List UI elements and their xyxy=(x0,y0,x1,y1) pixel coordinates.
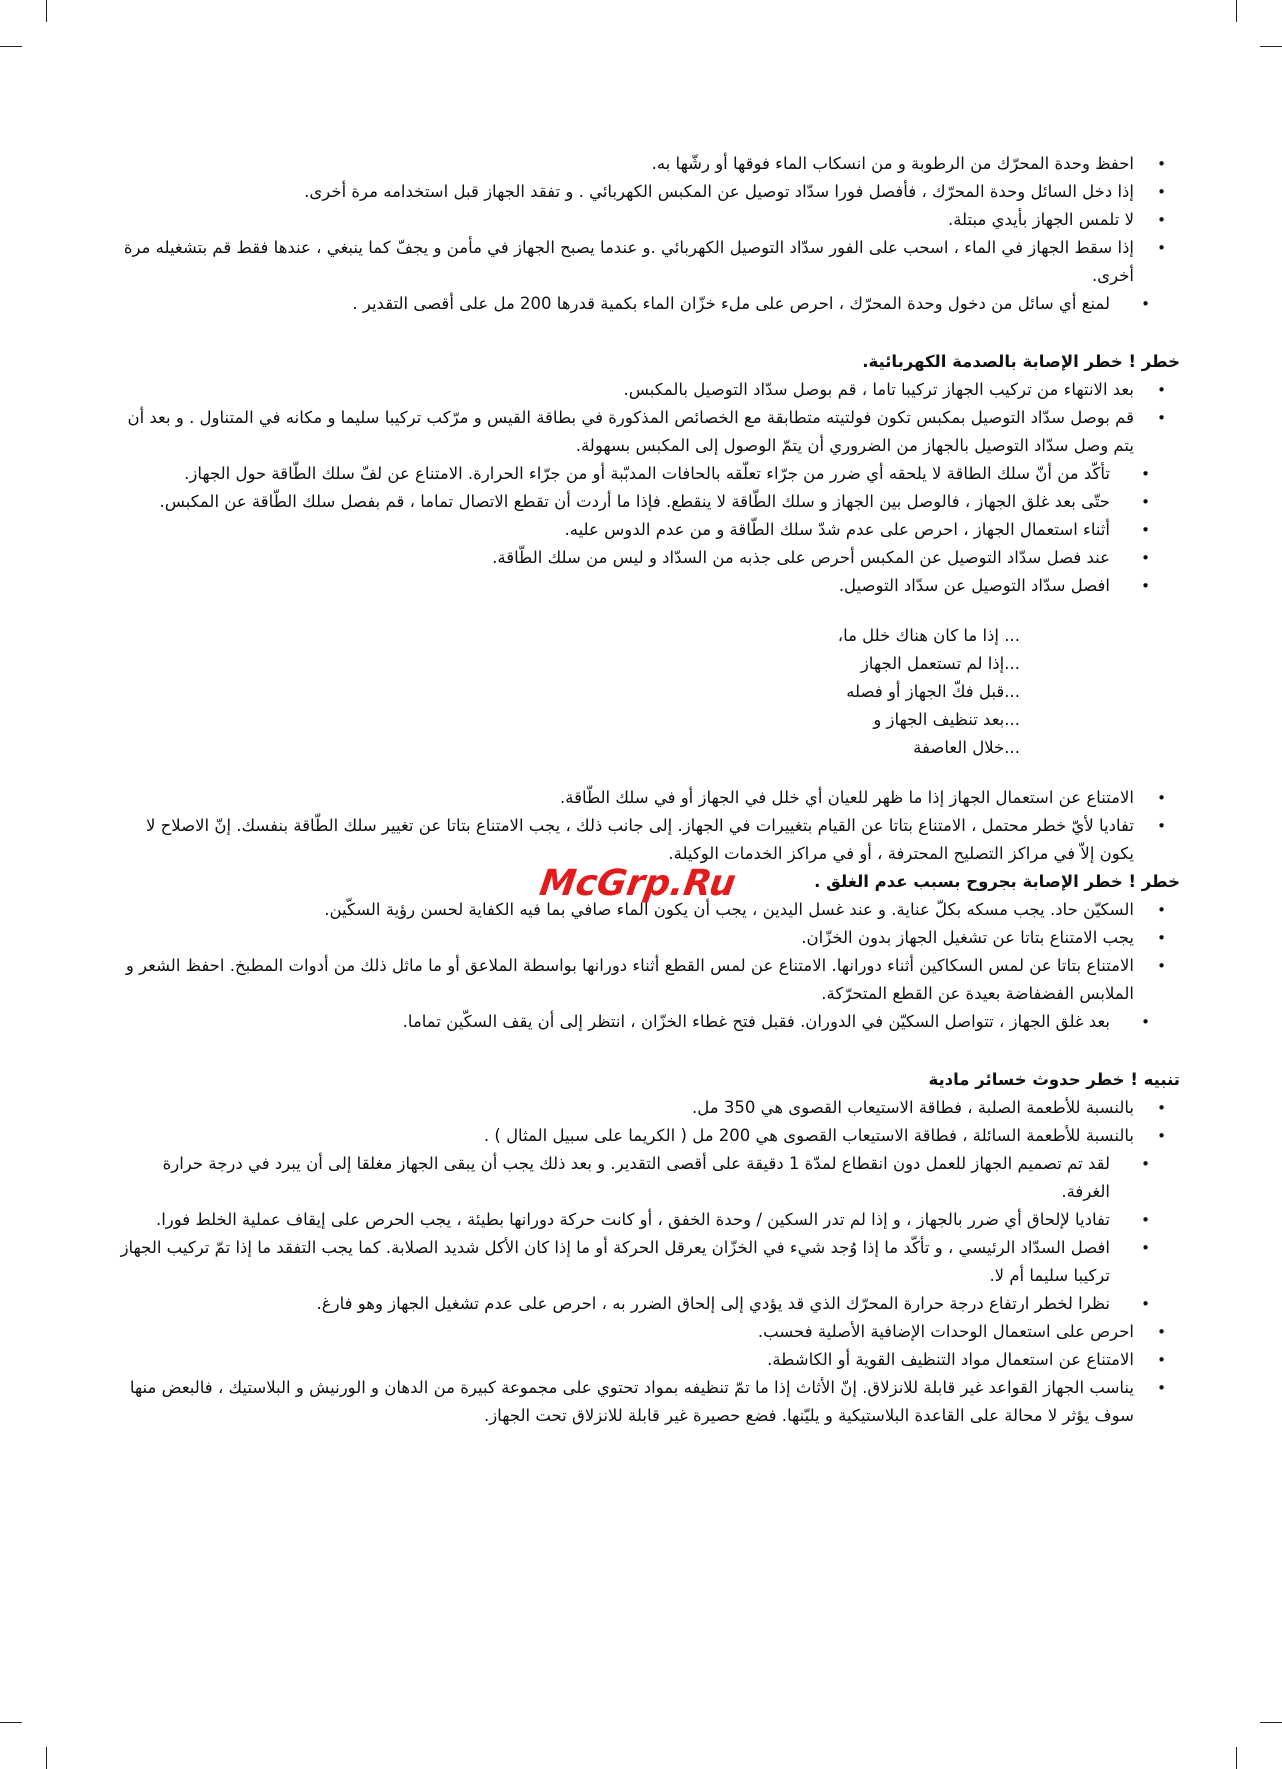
list-item: • بالنسبة للأطعمة الصلبة ، فطاقة الاستيعاب القصوى هي 350 مل. xyxy=(118,1094,1180,1122)
section-heading-material-damage: تنبيه ! خطر حدوث خسائر مادية xyxy=(928,1070,1180,1089)
list-item: • عند فصل سدّاد التوصيل عن المكبس أحرص على جذبه من السدّاد و ليس من سلك الطّاقة. xyxy=(118,544,1180,572)
list-item: • افصل السدّاد الرئيسي ، و تأكّد ما إذا وُجد شيء في الخزّان يعرقل الحركة أو ما إذا كان الأكل شديد الصلابة. كما يجب التفقد ما إذا تمّ تركيب الجهاز تركيبا سليما أم لا. xyxy=(118,1234,1180,1290)
list-item: • قم بوصل سدّاد التوصيل بمكبس تكون فولتيته متطابقة مع الخصائص المذكورة في بطاقة القيس و مرّكب تركيبا سليما و مكانه في المتناول . و بعد أن يتم وصل سدّاد التوصيل بالجهاز من الضروري أن يتمّ الوصول إلى المكبس بسهولة. xyxy=(118,404,1180,460)
list-item: • لا تلمس الجهاز بأيدي مبتلة. xyxy=(118,206,1180,234)
list-item: • تفاديا لإلحاق أي ضرر بالجهاز ، و إذا لم تدر السكين / وحدة الخفق ، أو كانت حركة دورانها بطيئة ، يجب الحرص على إيقاف عملية الخلط فورا. xyxy=(118,1206,1180,1234)
list-item: • الامتناع عن استعمال مواد التنظيف القوية أو الكاشطة. xyxy=(118,1346,1180,1374)
crop-mark-top-left-h xyxy=(0,46,22,47)
section3-list xyxy=(118,896,1180,1036)
list-item: • يجب الامتناع بتاتا عن تشغيل الجهاز بدون الخزّان. xyxy=(118,924,1180,952)
section2-list-2 xyxy=(118,784,1180,868)
list-item: • افصل سدّاد التوصيل عن سدّاد التوصيل. xyxy=(118,572,1180,600)
section2-list xyxy=(118,376,1180,600)
list-item: • بعد غلق الجهاز ، تتواصل السكيّن في الدوران. فقبل فتح غطاء الخزّان ، انتظر إلى أن يقف السكّين تماما. xyxy=(118,1008,1180,1036)
crop-mark-top-right-v xyxy=(1236,0,1237,22)
section-heading-electric-shock: خطر ! خطر الإصابة بالصدمة الكهربائية. xyxy=(862,352,1180,371)
unplug-conditions xyxy=(118,622,1180,762)
list-item: • لقد تم تصميم الجهاز للعمل دون انقطاع لمدّة 1 دقيقة على أقصى التقدير. و بعد ذلك يجب أن يبقى الجهاز مغلقا إلى أن يبرد في درجة حرارة الغرفة. xyxy=(118,1150,1180,1206)
list-item: • إذا سقط الجهاز في الماء ، اسحب على الفور سدّاد التوصيل الكهربائي .و عندما يصبح الجهاز في مأمن و يجفّ كما ينبغي ، عندها فقط قم بتشغيله مرة أخرى. xyxy=(118,234,1180,290)
section-heading-injury: خطر ! خطر الإصابة بجروح بسبب عدم الغلق . xyxy=(814,872,1180,891)
list-item: • تأكّد من أنّ سلك الطاقة لا يلحقه أي ضرر من جرّاء تعلّقه بالحافات المدبّبة أو من جرّاء الحرارة. الامتناع عن لفّ سلك الطّاقة حول الجهاز. xyxy=(118,460,1180,488)
condition-line: ...خلال العاصفة xyxy=(913,738,1020,757)
crop-mark-top-left-v xyxy=(46,0,47,22)
crop-mark-bottom-left-v xyxy=(46,1747,47,1769)
crop-mark-bottom-right-v xyxy=(1236,1747,1237,1769)
condition-line: ...قبل فكّ الجهاز أو فصله xyxy=(846,682,1020,701)
list-item: • إذا دخل السائل وحدة المحرّك ، فأفصل فورا سدّاد توصيل عن المكبس الكهربائي . و تفقد الجهاز قبل استخدامه مرة أخرى. xyxy=(118,178,1180,206)
list-item: • احرص على استعمال الوحدات الإضافية الأصلية فحسب. xyxy=(118,1318,1180,1346)
list-item: • بالنسبة للأطعمة السائلة ، فطاقة الاستيعاب القصوى هي 200 مل ( الكريما على سبيل المثال ) . xyxy=(118,1122,1180,1150)
list-item: • احفظ وحدة المحرّك من الرطوبة و من انسكاب الماء فوقها أو رشّها به. xyxy=(118,150,1180,178)
crop-mark-bottom-right-h xyxy=(1260,1722,1282,1723)
section4-list xyxy=(118,1094,1180,1430)
document-page xyxy=(118,150,1180,1430)
watermark-logo: McGrp.Ru xyxy=(537,863,739,904)
list-item: • الامتناع عن استعمال الجهاز إذا ما ظهر للعيان أي خلل في الجهاز أو في سلك الطّاقة. xyxy=(118,784,1180,812)
list-item: • نظرا لخطر ارتفاع درجة حرارة المحرّك الذي قد يؤدي إلى إلحاق الضرر به ، احرص على عدم تشغيل الجهاز وهو فارغ. xyxy=(118,1290,1180,1318)
section1-list xyxy=(118,150,1180,318)
list-item: • لمنع أي سائل من دخول وحدة المحرّك ، احرص على ملء خزّان الماء بكمية قدرها 200 مل على أقصى التقدير . xyxy=(118,290,1180,318)
condition-line: ...بعد تنظيف الجهاز و xyxy=(873,710,1020,729)
crop-mark-bottom-left-h xyxy=(0,1722,22,1723)
condition-line: ...إذا لم تستعمل الجهاز xyxy=(860,654,1020,673)
list-item: • حتّى بعد غلق الجهاز ، فالوصل بين الجهاز و سلك الطّاقة لا ينقطع. فإذا ما أردت أن تقطع الاتصال تماما ، قم بفصل سلك الطّاقة عن المكبس. xyxy=(118,488,1180,516)
list-item: • الامتناع بتاتا عن لمس السكاكين أثناء دورانها. الامتناع عن لمس القطع أثناء دورانها بواسطة الملاعق أو ما ماثل ذلك من أدوات المطبخ. احفظ الشعر و الملابس الفضفاضة بعيدة عن القطع المتحرّكة. xyxy=(118,952,1180,1008)
list-item: • أثناء استعمال الجهاز ، احرص على عدم شدّ سلك الطّاقة و من عدم الدوس عليه. xyxy=(118,516,1180,544)
list-item: • يناسب الجهاز القواعد غير قابلة للانزلاق. إنّ الأثاث إذا ما تمّ تنظيفه بمواد تحتوي على مجموعة كبيرة من الدهان و الورنيش و البلاستيك ، فالبعض منها سوف يؤثر لا محالة على القاعدة البلاستيكية و يليّنها. فضع حصيرة غير قابلة للانزلاق تحت الجهاز. xyxy=(118,1374,1180,1430)
list-item: • السكيّن حاد. يجب مسكه بكلّ عناية. و عند غسل اليدين ، يجب أن يكون الماء صافي بما فيه الكفاية لحسن رؤية السكّين. xyxy=(118,896,1180,924)
list-item: • تفاديا لأيّ خطر محتمل ، الامتناع بتاتا عن القيام بتغييرات في الجهاز. إلى جانب ذلك ، يجب الامتناع بتاتا عن تغيير سلك الطّاقة بنفسك. إنّ الاصلاح لا يكون إلاّ في مراكز التصليح المحترفة ، أو في مراكز الخدمات الوكيلة. xyxy=(118,812,1180,868)
condition-line: ... إذا ما كان هناك خلل ما، xyxy=(837,626,1020,645)
list-item: • بعد الانتهاء من تركيب الجهاز تركيبا تاما ، قم بوصل سدّاد التوصيل بالمكبس. xyxy=(118,376,1180,404)
crop-mark-top-right-h xyxy=(1260,46,1282,47)
